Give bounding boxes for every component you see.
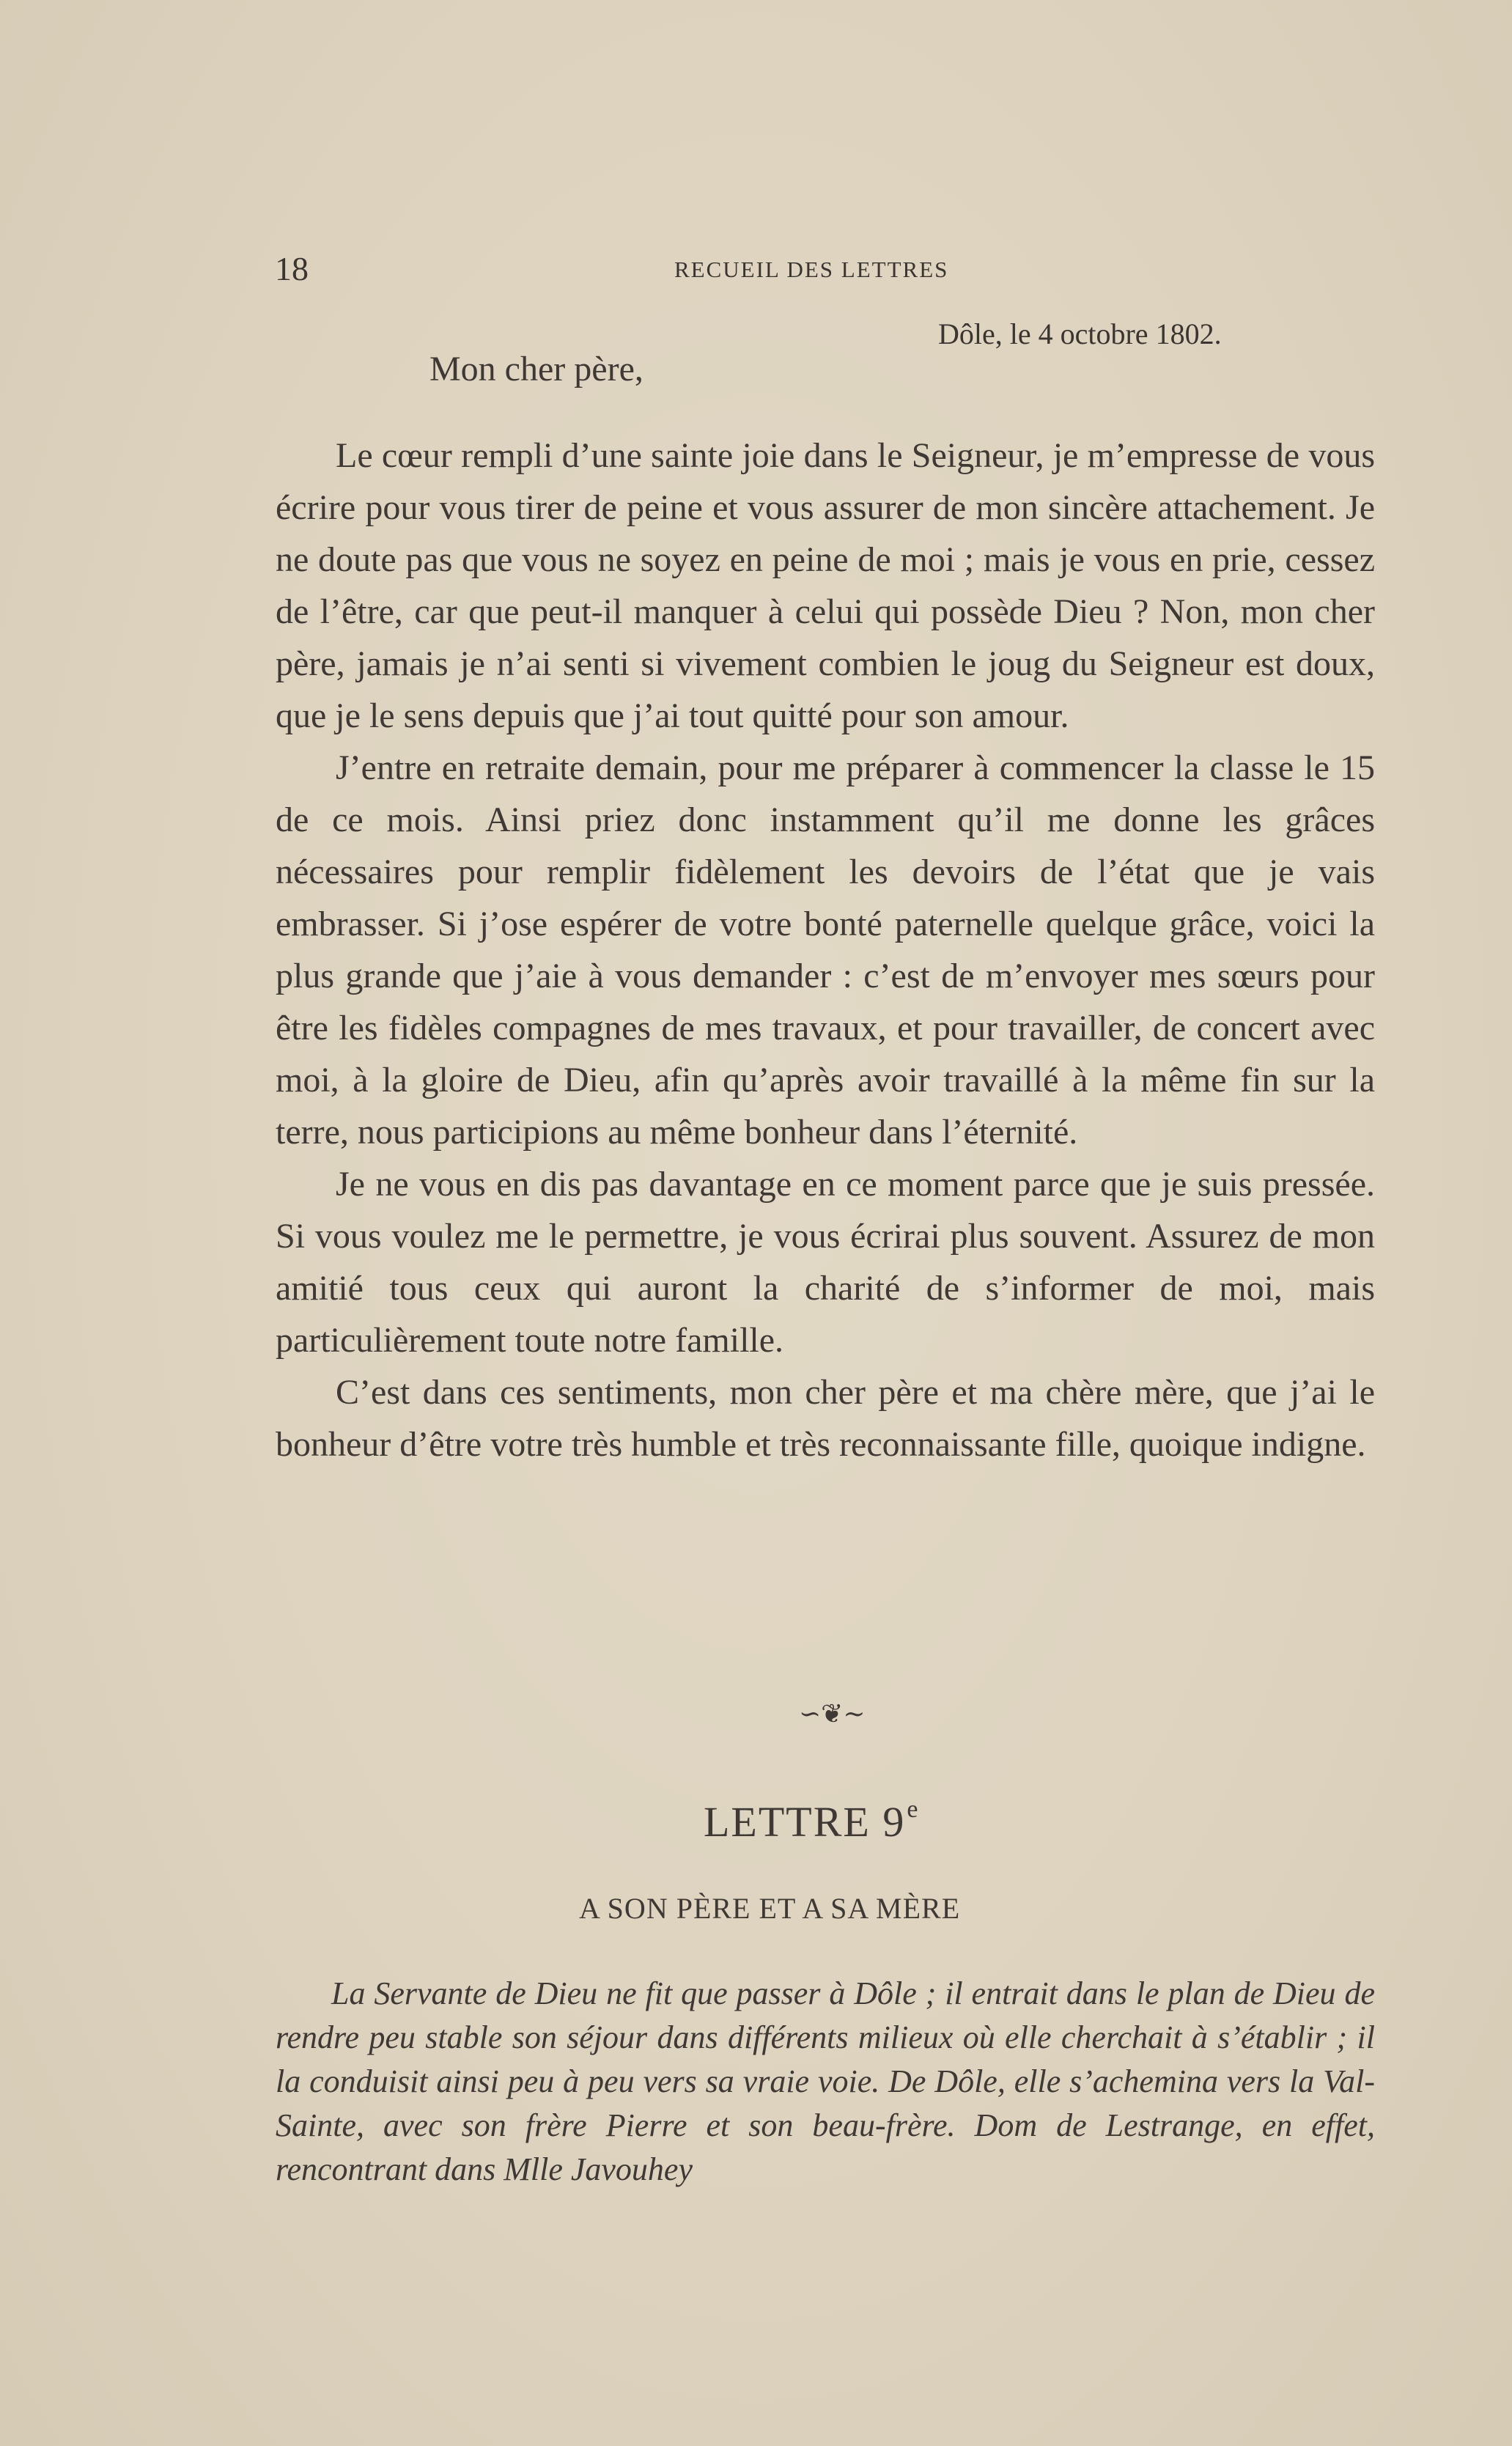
letter-title-text: LETTRE 9 bbox=[704, 1798, 906, 1846]
letter-paragraph: J’entre en retraite demain, pour me préparer à commencer la classe le 15 de ce mois. Ainsi priez donc instamment qu’il me donne les grâces nécessaires pour remplir fidèlement les devoirs de l’état que je vais embrasser. Si j’ose espérer de votre bonté paternelle quelque grâce, voici la plus grande que j’aie à vous demander : c’est de m’envoyer mes sœurs pour être les fidèles compagnes de mes travaux, et pour travailler, de concert avec moi, à la gloire de Dieu, afin qu’après avoir travaillé à la même fin sur la terre, nous participions au même bonheur dans l’éternité. bbox=[276, 748, 1375, 1152]
letter-paragraph: Je ne vous en dis pas davantage en ce moment parce que je suis pressée. Si vous voulez me le permettre, je vous écrirai plus souvent. Assurez de mon amitié tous ceux qui auront la charité de s’informer de moi, mais particulièrement toute notre famille. bbox=[276, 1165, 1375, 1360]
letter-body bbox=[276, 430, 1375, 1470]
section-ornament: ∽❦∼ bbox=[799, 1699, 866, 1729]
page-header bbox=[275, 249, 1374, 286]
running-head: RECUEIL DES LETTRES bbox=[674, 257, 949, 282]
letter-dateline: Dôle, le 4 octobre 1802. bbox=[938, 317, 1222, 350]
letter-subtitle: A SON PÈRE ET A SA MÈRE bbox=[579, 1892, 961, 1925]
letter-summary bbox=[276, 1972, 1375, 2192]
summary-paragraph: La Servante de Dieu ne fit que passer à Dôle ; il entrait dans le plan de Dieu de rendre peu stable son séjour dans différents milieux où elle cherchait à s’établir ; il la conduisit ainsi peu à peu vers sa vraie voie. De Dôle, elle s’achemina vers la Val-Sainte, avec son frère Pierre et son beau-frère. Dom de Lestrange, en effet, rencontrant dans Mlle Javouhey bbox=[276, 1975, 1375, 2187]
letter-title-superscript: e bbox=[907, 1796, 920, 1823]
page-number: 18 bbox=[275, 250, 309, 287]
letter-paragraph: C’est dans ces sentiments, mon cher père et ma chère mère, que j’ai le bonheur d’être votre très humble et très reconnaissante fille, quoique indigne. bbox=[276, 1373, 1375, 1464]
letter-salutation: Mon cher père, bbox=[429, 350, 643, 388]
letter-paragraph: Le cœur rempli d’une sainte joie dans le Seigneur, je m’empresse de vous écrire pour vous tirer de peine et vous assurer de mon sincère attachement. Je ne doute pas que vous ne soyez en peine de moi ; mais je vous en prie, cessez de l’être, car que peut-il manquer à celui qui possède Dieu ? Non, mon cher père, jamais je n’ai senti si vivement combien le joug du Seigneur est doux, que je le sens depuis que j’ai tout quitté pour son amour. bbox=[276, 436, 1375, 735]
letter-title bbox=[704, 1796, 919, 1846]
